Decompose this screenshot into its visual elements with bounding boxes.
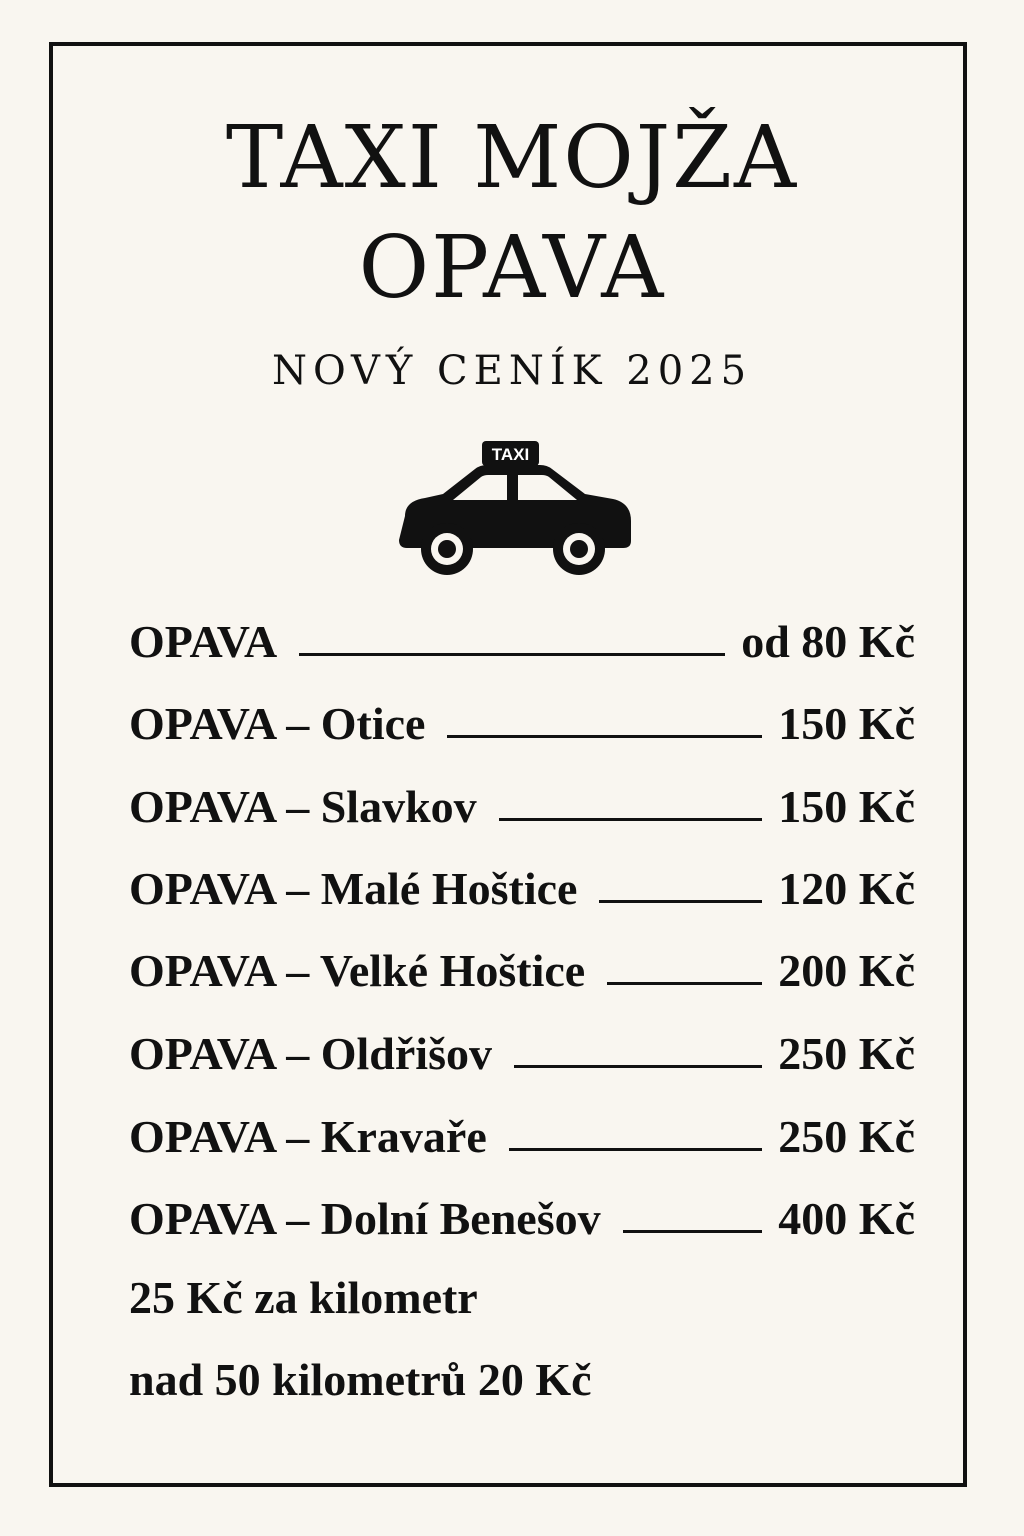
price-value: od 80 Kč xyxy=(741,616,915,667)
note-over-50km: nad 50 kilometrů 20 Kč xyxy=(129,1354,592,1405)
price-value: 400 Kč xyxy=(778,1193,915,1244)
leader-line xyxy=(299,653,725,656)
title-line-1: TAXI MOJŽA xyxy=(225,108,799,208)
leader-line xyxy=(623,1230,763,1233)
leader-line xyxy=(509,1148,763,1151)
leader-line xyxy=(607,982,762,985)
price-row-dolni-benesov xyxy=(129,1187,915,1247)
leader-line xyxy=(514,1065,762,1068)
route-label: OPAVA – Kravaře xyxy=(129,1111,487,1162)
note-per-km: 25 Kč za kilometr xyxy=(129,1272,478,1323)
price-value: 120 Kč xyxy=(778,863,915,914)
route-label: OPAVA – Malé Hoštice xyxy=(129,863,578,914)
route-label: OPAVA – Otice xyxy=(129,698,426,749)
leader-line xyxy=(447,735,762,738)
leader-line xyxy=(599,900,762,903)
subtitle: NOVÝ CENÍK 2025 xyxy=(271,348,753,394)
price-row-slavkov xyxy=(129,775,915,835)
title-line-2: OPAVA xyxy=(358,218,666,318)
price-value: 250 Kč xyxy=(778,1111,915,1162)
price-value: 250 Kč xyxy=(778,1028,915,1079)
route-label: OPAVA – Slavkov xyxy=(129,781,477,832)
route-label: OPAVA xyxy=(129,616,278,667)
price-value: 150 Kč xyxy=(778,781,915,832)
route-label: OPAVA – Oldřišov xyxy=(129,1028,492,1079)
price-row-velke-hostice xyxy=(129,939,915,999)
price-row-otice xyxy=(129,692,915,752)
price-row-oldrisov xyxy=(129,1022,915,1082)
price-value: 150 Kč xyxy=(778,698,915,749)
taxi-roof-label: TAXI xyxy=(491,445,530,464)
leader-line xyxy=(499,818,763,821)
taxi-car-icon xyxy=(395,438,633,578)
route-label: OPAVA – Dolní Benešov xyxy=(129,1193,601,1244)
price-value: 200 Kč xyxy=(778,945,915,996)
price-row-opava xyxy=(129,610,915,670)
price-row-male-hostice xyxy=(129,857,915,917)
price-row-kravare xyxy=(129,1105,915,1165)
route-label: OPAVA – Velké Hoštice xyxy=(129,945,586,996)
